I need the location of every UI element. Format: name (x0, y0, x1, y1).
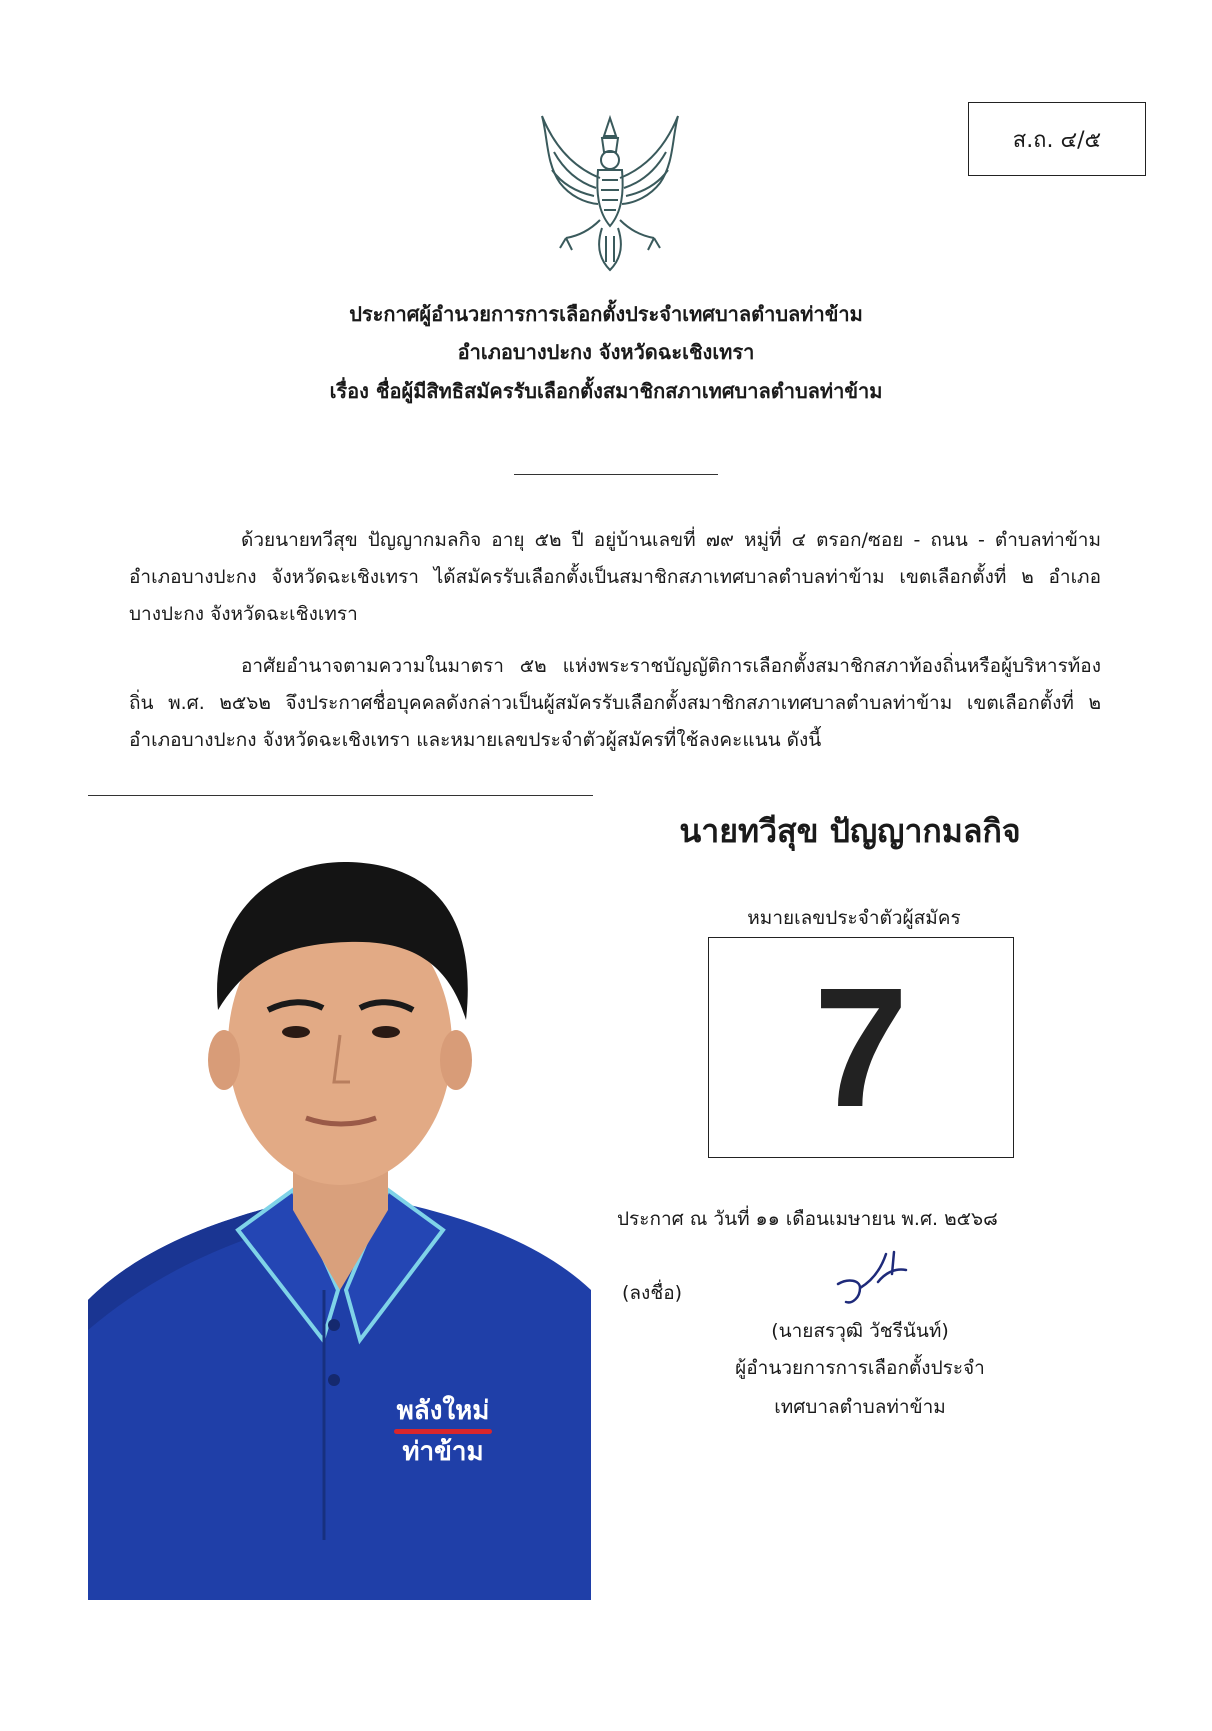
heading-divider (514, 474, 718, 475)
sign-label: (ลงชื่อ) (622, 1282, 683, 1304)
heading-line-1: ประกาศผู้อำนวยการการเลือกตั้งประจำเทศบาลตำบลท่าข้าม (349, 302, 863, 326)
form-code-text: ส.ถ. ๔/๕ (1012, 127, 1102, 153)
garuda-emblem-icon (530, 108, 690, 274)
photo-top-divider (88, 795, 593, 796)
signer-title-line-2: เทศบาลตำบลท่าข้าม (774, 1396, 946, 1418)
heading-line-2: อำเภอบางปะกง จังหวัดฉะเชิงเทรา (457, 340, 755, 364)
body-paragraph-1-text: ด้วยนายทวีสุข ปัญญากมลกิจ อายุ ๕๒ ปี อยู่บ้านเลขที่ ๗๙ หมู่ที่ ๔ ตรอก/ซอย - ถนน - ตำบลท่าข้าม อำเภอบางปะกง จังหวัดฉะเชิงเทรา ได้สมัครรับเลือกตั้งเป็นสมาชิกสภาเทศบาลตำบลท่าข้าม เขตเลือกตั้งที่ ๒ อำเภอบางปะกง จังหวัดฉะเชิงเทรา (129, 529, 1101, 625)
candidate-number-caption: หมายเลขประจำตัวผู้สมัคร (747, 907, 961, 929)
body-paragraph-1 (129, 522, 1101, 633)
candidate-number: 7 (813, 952, 909, 1143)
signer-title-line-1: ผู้อำนวยการการเลือกตั้งประจำ (735, 1357, 985, 1379)
announcement-date: ประกาศ ณ วันที่ ๑๑ เดือนเมษายน พ.ศ. ๒๕๖๘ (617, 1208, 998, 1230)
shirt-logo-line-1: พลังใหม่ (396, 1396, 490, 1426)
candidate-name: นายทวีสุข ปัญญากมลกิจ (679, 812, 1021, 850)
signer-name: (นายสรวุฒิ วัชรีนันท์) (771, 1320, 949, 1342)
form-code-box (968, 102, 1146, 176)
candidate-number-box (708, 937, 1014, 1158)
candidate-photo (88, 820, 591, 1600)
shirt-logo-line-2: ท่าข้าม (402, 1437, 484, 1467)
handwritten-signature (830, 1242, 920, 1312)
heading-subject: เรื่อง ชื่อผู้มีสิทธิสมัครรับเลือกตั้งสมาชิกสภาเทศบาลตำบลท่าข้าม (329, 379, 883, 403)
body-paragraph-2 (129, 648, 1101, 759)
body-paragraph-2-text: อาศัยอำนาจตามความในมาตรา ๕๒ แห่งพระราชบัญญัติการเลือกตั้งสมาชิกสภาท้องถิ่นหรือผู้บริหารท้องถิ่น พ.ศ. ๒๕๖๒ จึงประกาศชื่อบุคคลดังกล่าวเป็นผู้สมัครรับเลือกตั้งสมาชิกสภาเทศบาลตำบลท่าข้าม เขตเลือกตั้งที่ ๒ อำเภอบางปะกง จังหวัดฉะเชิงเทรา และหมายเลขประจำตัวผู้สมัครที่ใช้ลงคะแนน ดังนี้ (129, 655, 1101, 751)
shirt-logo-swoosh (394, 1429, 492, 1434)
shirt-logo (388, 1395, 498, 1468)
